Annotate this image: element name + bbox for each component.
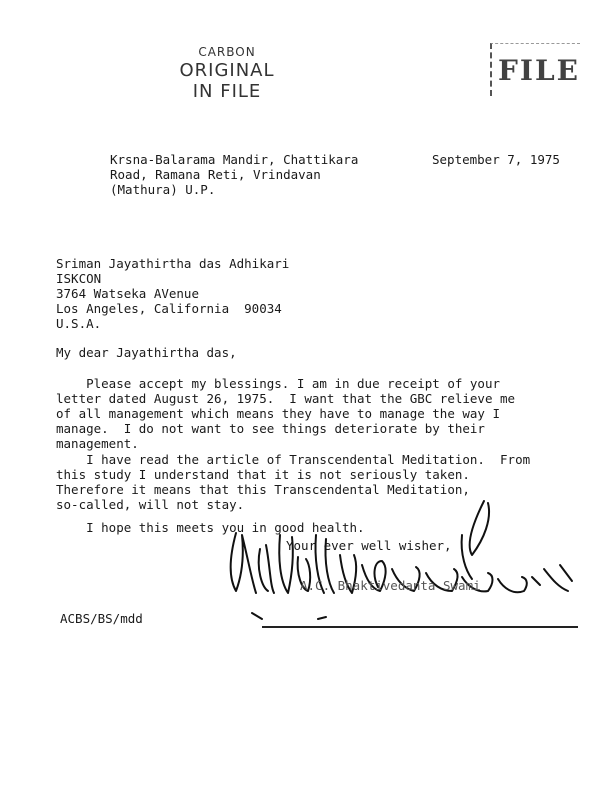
body-line: of all management which means they have to manage the way I (56, 406, 501, 421)
recipient-address-line: 3764 Watseka AVenue (56, 286, 199, 301)
handwritten-signature (222, 495, 582, 635)
body-line: Therefore it means that this Transcendental Meditation, (56, 482, 470, 497)
body-line: manage. I do not want to see things deteriorate by their (56, 421, 485, 436)
body-line: letter dated August 26, 1975. I want that the GBC relieve me (56, 391, 516, 406)
recipient-address-line: U.S.A. (56, 316, 102, 331)
body-line: management. (56, 436, 139, 451)
stamp-line-1: CARBON (198, 45, 256, 59)
file-stamp-text: FILE (498, 54, 581, 87)
carbon-original-stamp (172, 44, 282, 102)
body-line: I hope this meets you in good health. (56, 520, 365, 535)
signature-name: A.C. Bhaktivedanta Swami (300, 578, 481, 593)
body-line: this study I understand that it is not seriously taken. (56, 467, 470, 482)
sender-address-line: Krsna-Balarama Mandir, Chattikara (110, 152, 359, 167)
body-line: Please accept my blessings. I am in due receipt of your (56, 376, 501, 391)
file-stamp (490, 43, 580, 96)
reference-initials: ACBS/BS/mdd (60, 611, 143, 626)
recipient-address-line: Los Angeles, California 90034 (56, 301, 282, 316)
signature-rule (262, 626, 578, 628)
sender-address-line: (Mathura) U.P. (110, 182, 216, 197)
recipient-address-line: ISKCON (56, 271, 102, 286)
letter-date: September 7, 1975 (432, 152, 560, 167)
recipient-address-line: Sriman Jayathirtha das Adhikari (56, 256, 290, 271)
body-line: so-called, will not stay. (56, 497, 245, 512)
stamp-line-2: ORIGINAL (179, 60, 275, 81)
closing: Your ever well wisher, (286, 538, 452, 553)
stamp-line-3: IN FILE (192, 81, 262, 102)
body-line: I have read the article of Transcendental Meditation. From (56, 452, 531, 467)
sender-address-line: Road, Ramana Reti, Vrindavan (110, 167, 321, 182)
salutation: My dear Jayathirtha das, (56, 345, 237, 360)
